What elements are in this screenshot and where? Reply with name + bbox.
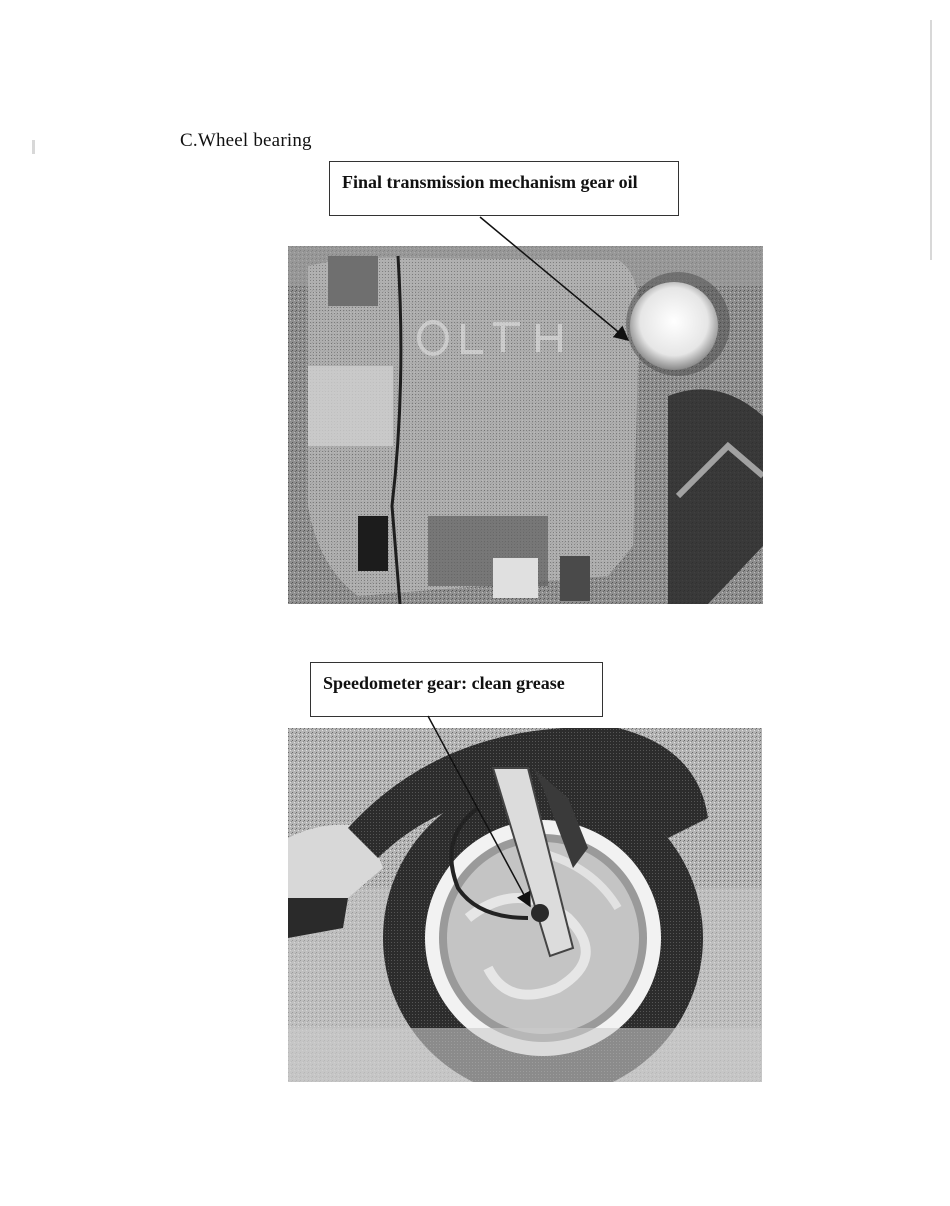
callout-speedometer-grease: Speedometer gear: clean grease: [310, 662, 603, 717]
front-wheel-photo: [288, 728, 762, 1082]
gearcase-photo: [288, 246, 763, 604]
scan-edge-mark: [930, 20, 932, 260]
scan-edge-mark: [32, 140, 35, 154]
section-heading: C.Wheel bearing: [180, 130, 312, 151]
callout-gear-oil: Final transmission mechanism gear oil: [329, 161, 679, 216]
